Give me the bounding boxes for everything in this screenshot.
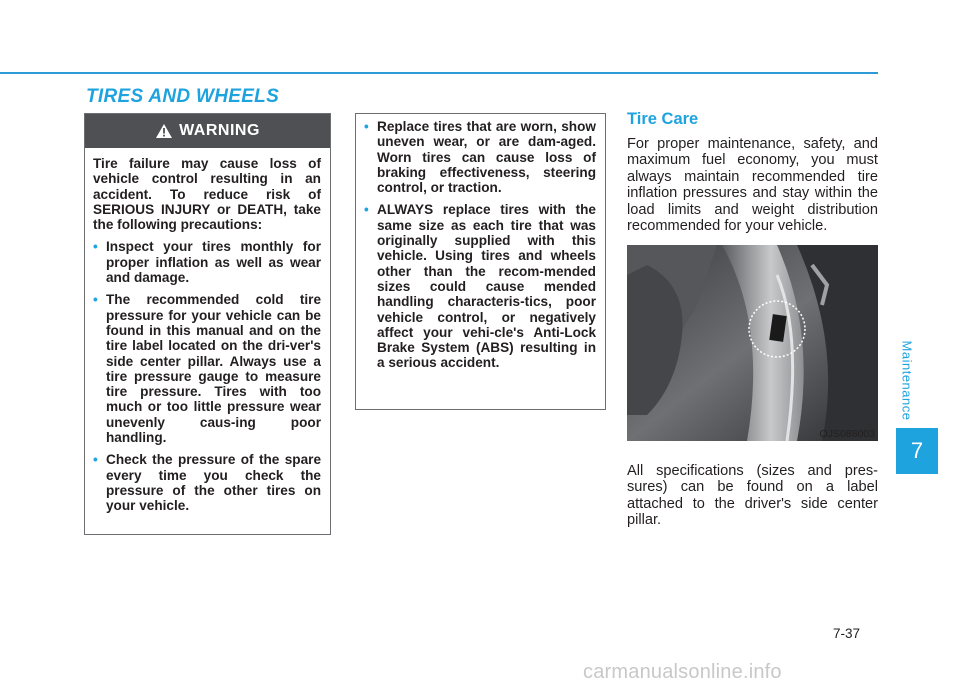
tire-care-paragraph: For proper maintenance, safety, and maximum fuel economy, you must always maintain recommended tire inflation pressures and stay within the load limits and weight distribution recommended for your vehicle.	[627, 136, 878, 235]
warning-body	[85, 148, 330, 514]
tire-care-caption: All specifications (sizes and pres-sures) can be found on a label attached to the driver's side center pillar.	[627, 463, 878, 529]
chapter-tab: 7	[896, 428, 938, 474]
bullet-text: ALWAYS replace tires with the same size as each tire that was originally supplied with this vehicle. Using tires and wheels other than the recom-mended sizes could cause mended handling characteris-tics, poor vehicle control, or negatively affect your vehi-cle's Anti-Lock Brake System (ABS) resulting in a serious accident.	[377, 202, 596, 371]
door-pillar-photo	[627, 245, 878, 441]
list-item	[93, 292, 321, 445]
bullet-dot-icon: •	[364, 202, 369, 218]
warning-continued-list	[364, 119, 596, 371]
section-title: TIRES AND WHEELS	[86, 86, 280, 107]
image-code: OJS088003	[819, 428, 875, 440]
bullet-dot-icon: •	[93, 239, 98, 255]
list-item	[364, 202, 596, 370]
watermark: carmanualsonline.info	[583, 661, 782, 683]
bullet-dot-icon: •	[93, 292, 98, 308]
warning-intro: Tire failure may cause loss of vehicle control resulting in an accident. To reduce risk of SERIOUS INJURY or DEATH, take the following precautions:	[93, 156, 321, 233]
bullet-text: Check the pressure of the spare every time you check the pressure of the other tires on your vehicle.	[106, 452, 321, 514]
bullet-dot-icon: •	[93, 452, 98, 468]
bullet-dot-icon: •	[364, 119, 369, 134]
list-item	[364, 119, 596, 195]
page-number: 7-37	[833, 626, 861, 641]
list-item	[93, 452, 321, 513]
warning-box	[84, 113, 331, 535]
list-item	[93, 239, 321, 285]
top-rule	[0, 72, 878, 74]
warning-header	[85, 114, 330, 148]
pillar-label-illustration	[627, 245, 878, 441]
side-tab-label-wrap	[897, 335, 917, 425]
bullet-text: Replace tires that are worn, show uneven wear, or are dam-aged. Worn tires can cause loss of braking effectiveness, steering control, or traction.	[377, 119, 596, 196]
tire-care-title: Tire Care	[627, 110, 699, 128]
side-tab-label: Maintenance	[899, 340, 915, 420]
bullet-text: The recommended cold tire pressure for your vehicle can be found in this manual and on the tire label located on the dri-ver's side center pillar. Always use a tire pressure gauge to measure tire pressure. Tires with too much or too little pressure wear unevenly caus-ing poor handling.	[106, 292, 321, 446]
bullet-text: Inspect your tires monthly for proper inflation as well as wear and damage.	[106, 239, 321, 286]
warning-label: WARNING	[179, 122, 260, 139]
warning-triangle-icon	[155, 123, 173, 139]
warning-bullet-list	[93, 239, 321, 513]
warning-continued-box	[355, 113, 606, 410]
